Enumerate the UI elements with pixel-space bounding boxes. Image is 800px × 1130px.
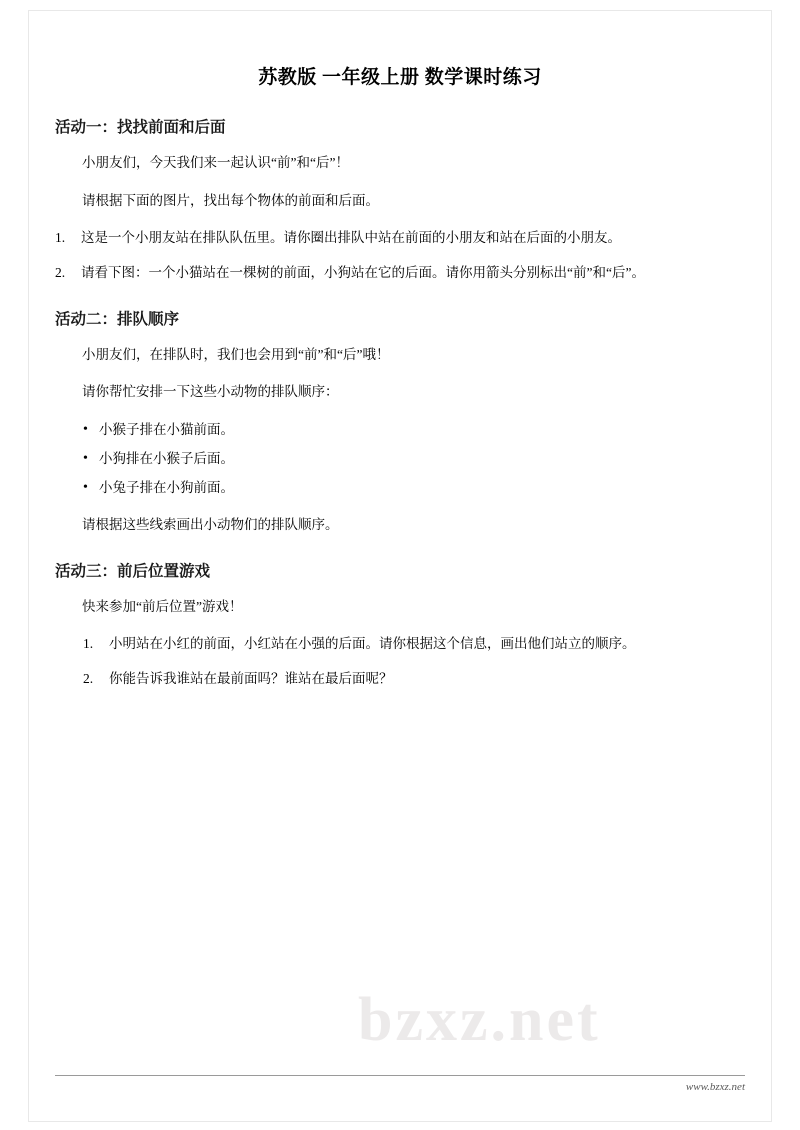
numbered-list bbox=[55, 226, 745, 285]
numbered-list bbox=[83, 632, 745, 691]
section-activity-1 bbox=[55, 115, 745, 285]
watermark: bzxz.net bbox=[358, 986, 601, 1054]
list-item: • 小狗排在小猴子后面。 bbox=[99, 447, 745, 472]
section-activity-3 bbox=[55, 559, 745, 691]
list-item-text: 这是一个小朋友站在排队队伍里。请你圈出排队中站在前面的小朋友和站在后面的小朋友。 bbox=[81, 230, 621, 246]
section-heading: 活动三：前后位置游戏 bbox=[55, 562, 211, 580]
list-item: • 小兔子排在小狗前面。 bbox=[99, 476, 745, 501]
bullet-list bbox=[55, 418, 745, 501]
list-item-text: 小明站在小红的前面，小红站在小强的后面。请你根据这个信息，画出他们站立的顺序。 bbox=[109, 636, 636, 652]
footer-divider bbox=[55, 1075, 745, 1076]
list-item: • 小猴子排在小猫前面。 bbox=[99, 418, 745, 443]
list-item-number: 2. bbox=[83, 670, 94, 686]
section-paragraph: 请你帮忙安排一下这些小动物的排队顺序： bbox=[82, 384, 339, 400]
section-paragraph: 快来参加“前后位置”游戏！ bbox=[82, 598, 243, 614]
footer-url: www.bzxz.net bbox=[685, 1081, 745, 1093]
section-heading: 活动一：找找前面和后面 bbox=[55, 119, 226, 136]
section-closing-paragraph: 请根据这些线索画出小动物们的排队顺序。 bbox=[82, 517, 339, 532]
section-activity-2 bbox=[55, 307, 745, 537]
list-item-text: 你能告诉我谁站在最前面吗？谁站在最后面呢？ bbox=[109, 670, 393, 686]
list-item bbox=[83, 632, 745, 656]
section-paragraph: 小朋友们，在排队时，我们也会用到“前”和“后”哦！ bbox=[82, 346, 390, 362]
section-heading: 活动二：排队顺序 bbox=[55, 310, 180, 328]
list-item-number: 1. bbox=[83, 636, 94, 652]
list-item-number: 2. bbox=[55, 264, 66, 280]
page-title: 苏教版 一年级上册 数学课时练习 bbox=[258, 67, 542, 88]
list-item-number: 1. bbox=[55, 230, 66, 246]
list-item-text: 请看下图：一个小猫站在一棵树的前面，小狗站在它的后面。请你用箭头分别标出“前”和“后”。 bbox=[81, 264, 645, 280]
list-item bbox=[83, 667, 745, 691]
list-item bbox=[55, 226, 745, 250]
list-item bbox=[55, 261, 745, 285]
section-paragraph: 小朋友们，今天我们来一起认识“前”和“后”！ bbox=[82, 155, 349, 170]
document-content bbox=[55, 50, 745, 703]
section-paragraph: 请根据下面的图片，找出每个物体的前面和后面。 bbox=[82, 192, 379, 208]
